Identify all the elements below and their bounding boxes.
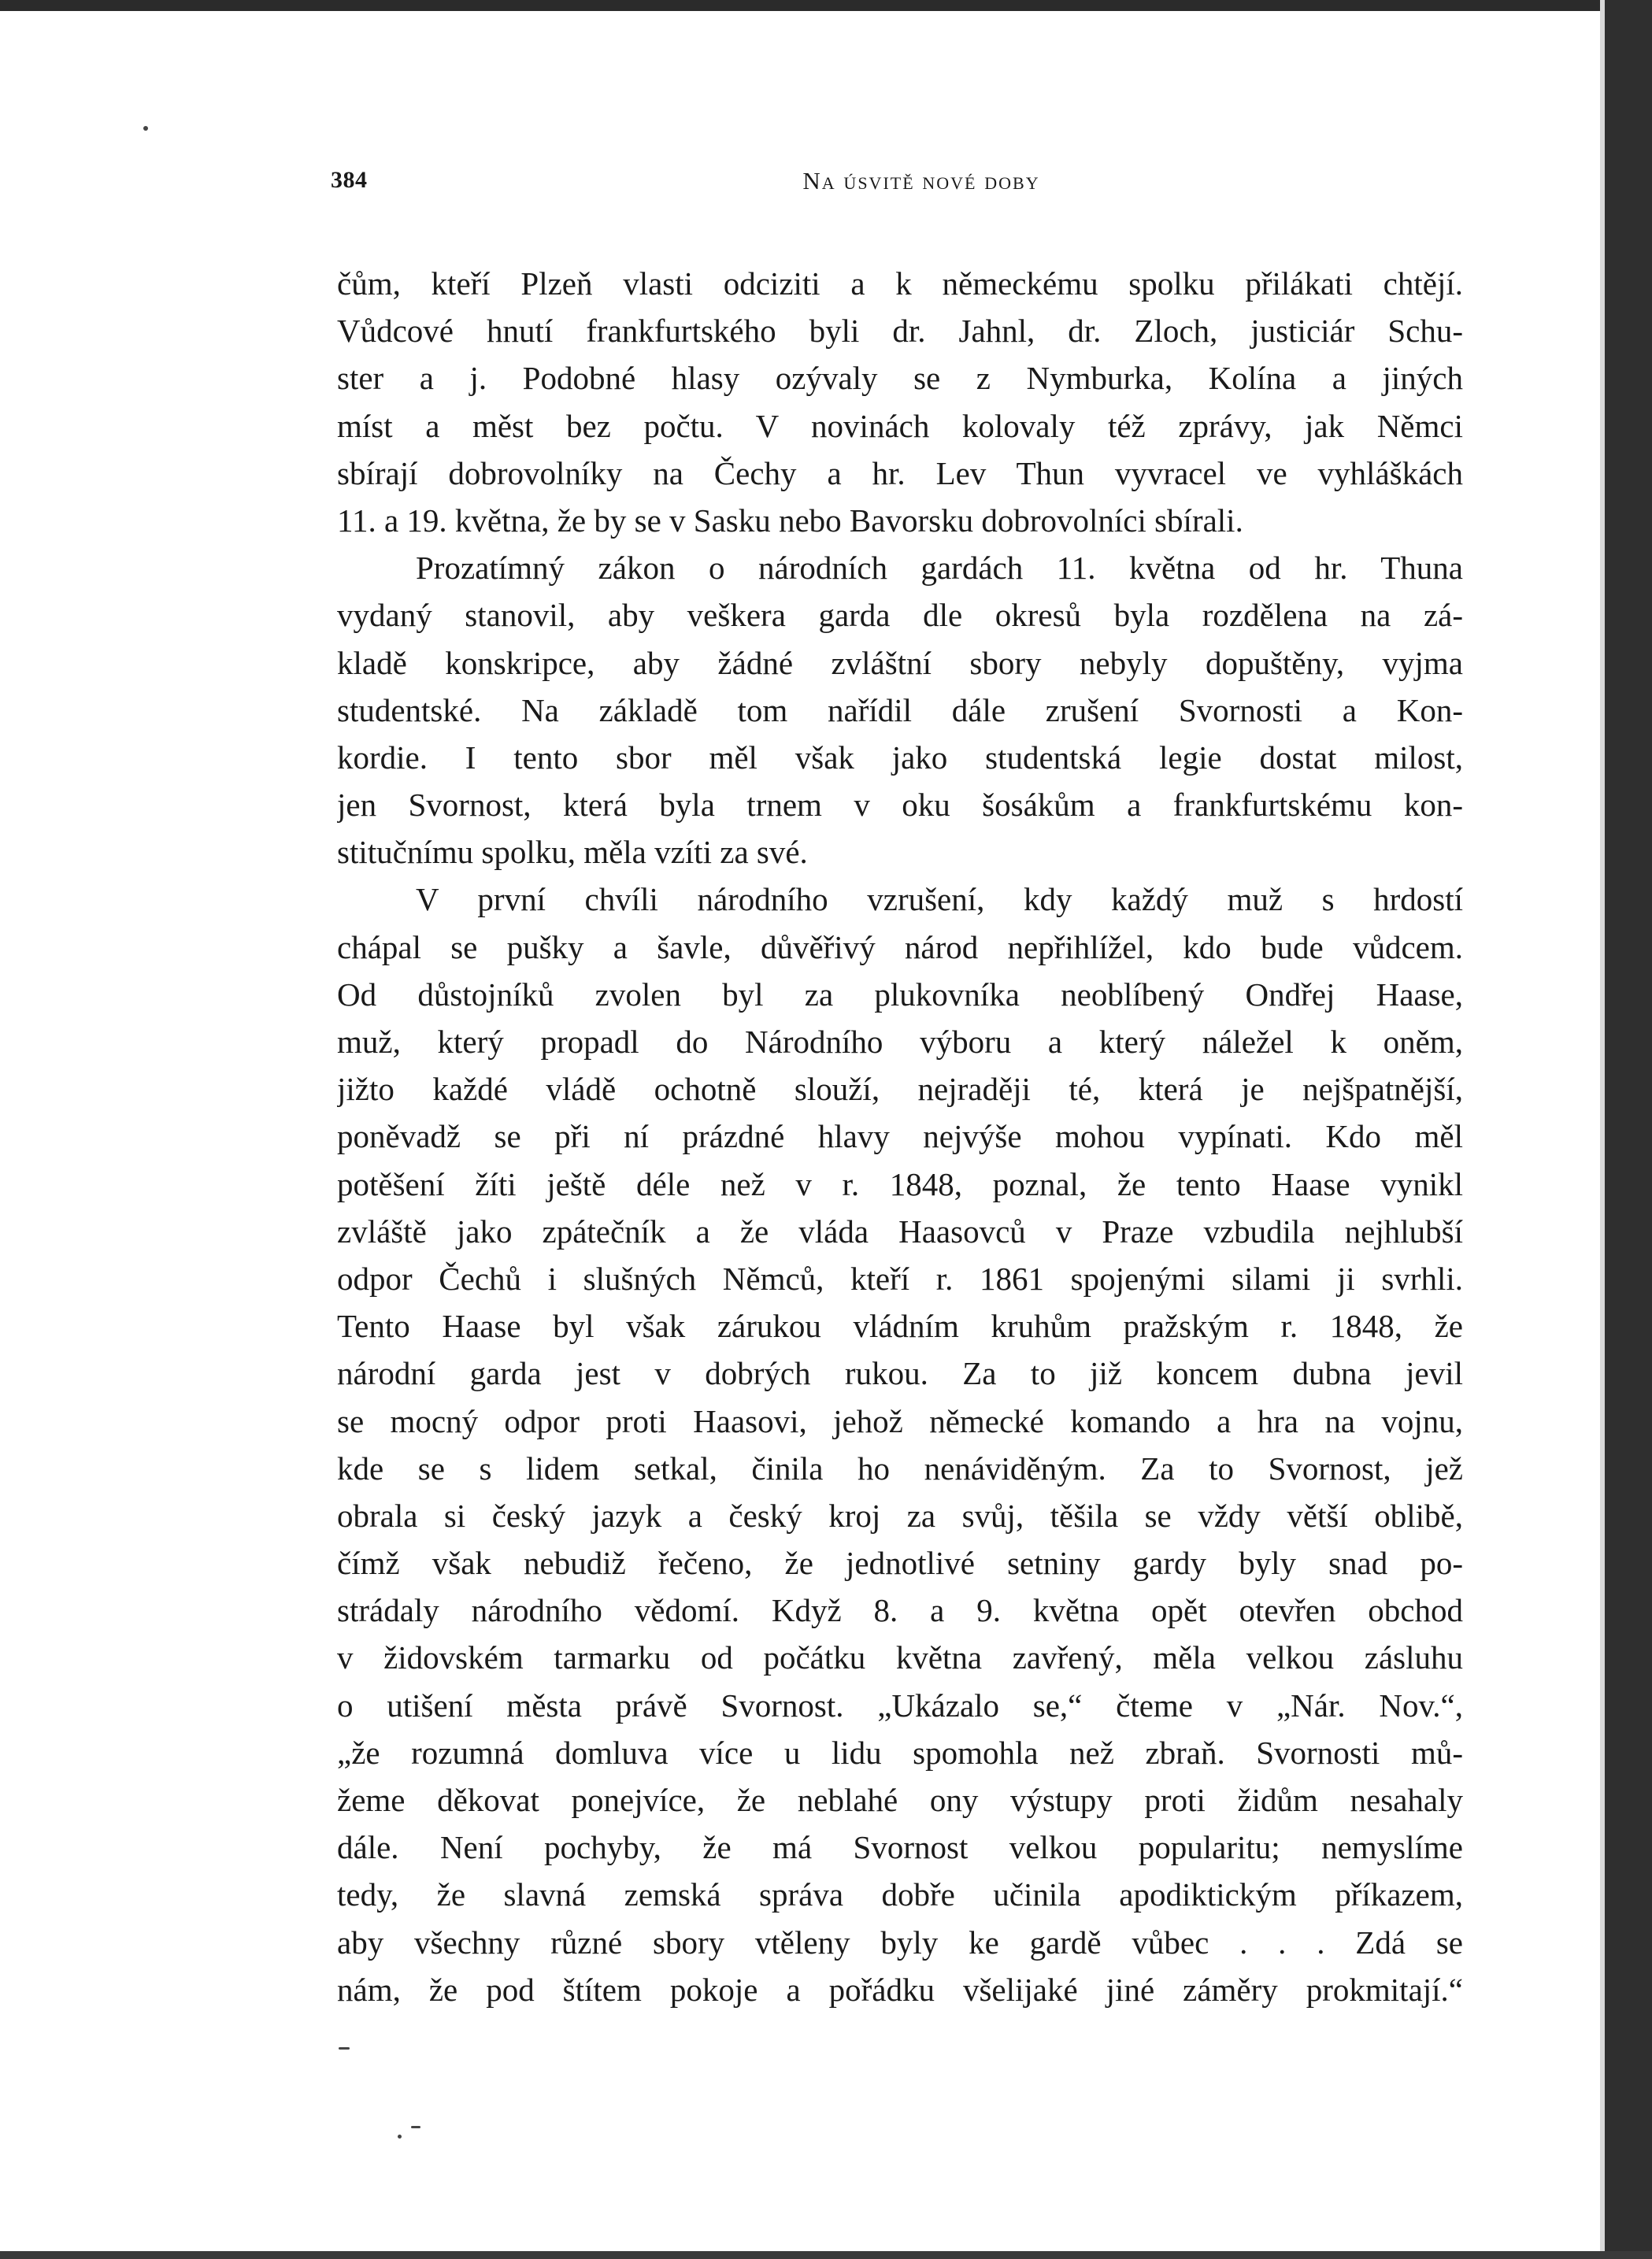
text-line: chápal se pušky a šavle, důvěřivý národ nepřihlížel, kdo bude vůdcem. <box>337 928 1463 965</box>
text-line: Vůdcové hnutí frankfurtského byli dr. Jahnl, dr. Zloch, justiciár Schu- <box>337 313 1463 350</box>
text-line: muž, který propadl do Národního výboru a který náležel k oněm, <box>337 1024 1463 1060</box>
text-line: 11. a 19. května, že by se v Sasku nebo Bavorsku dobrovolníci sbírali. <box>337 502 1243 539</box>
text-line: míst a měst bez počtu. V novinách kolovaly též zprávy, jak Němci <box>337 407 1463 444</box>
scan-speck <box>339 2047 350 2050</box>
text-line: národní garda jest v dobrých rukou. Za to již koncem dubna jevil <box>337 1355 1463 1392</box>
text-line: Tento Haase byl však zárukou vládním kruhům pražským r. 1848, že <box>337 1308 1463 1345</box>
text-line: jen Svornost, která byla trnem v oku šosákům a frankfurtskému kon- <box>337 787 1463 824</box>
text-line: Od důstojníků zvolen byl za plukovníka neoblíbený Ondřej Haase, <box>337 976 1463 1013</box>
text-line: odpor Čechů i slušných Němců, kteří r. 1861 spojenými silami ji svrhli. <box>337 1260 1463 1297</box>
scan-border-right <box>1605 0 1652 2259</box>
text-line: v židovském tarmarku od počátku května zavřený, měla velkou zásluhu <box>337 1639 1463 1676</box>
text-line: V první chvíli národního vzrušení, kdy každý muž s hrdostí <box>416 881 1463 918</box>
scan-speck <box>398 2135 402 2139</box>
text-line: žeme děkovat ponejvíce, že neblahé ony výstupy proti židům nesahaly <box>337 1782 1463 1818</box>
text-line: aby všechny různé sbory vtěleny byly ke gardě vůbec . . . Zdá se <box>337 1924 1463 1961</box>
text-line: vydaný stanovil, aby veškera garda dle okresů byla rozdělena na zá- <box>337 597 1463 634</box>
page-number: 384 <box>331 167 368 193</box>
text-line: poněvadž se při ní prázdné hlavy nejvýše mohou vypínati. Kdo měl <box>337 1118 1463 1155</box>
text-line: strádaly národního vědomí. Když 8. a 9. května opět otevřen obchod <box>337 1592 1463 1629</box>
scan-border-top <box>0 0 1652 11</box>
text-line: nám, že pod štítem pokoje a pořádku všelijaké jiné záměry prokmitají.“ <box>337 1971 1463 2008</box>
text-line: o utišení města právě Svornost. „Ukázalo se,“ čteme v „Nár. Nov.“, <box>337 1687 1463 1724</box>
text-line: kde se s lidem setkal, činila ho nenáviděným. Za to Svornost, jež <box>337 1450 1463 1487</box>
scan-speck <box>143 126 148 131</box>
body-text <box>337 260 1463 2013</box>
text-line: dále. Není pochyby, že má Svornost velkou popularitu; nemyslíme <box>337 1829 1463 1866</box>
scan-speck <box>411 2126 420 2128</box>
text-line: stitučnímu spolku, měla vzíti za své. <box>337 834 808 871</box>
text-line: „že rozumná domluva více u lidu spomohla než zbraň. Svornosti mů- <box>337 1734 1463 1771</box>
text-line: zvláště jako zpátečník a že vláda Haasovců v Praze vzbudila nejhlubší <box>337 1213 1463 1250</box>
text-line: potěšení žíti ještě déle než v r. 1848, poznal, že tento Haase vynikl <box>337 1165 1463 1202</box>
text-line: kordie. I tento sbor měl však jako studentská legie dostat milost, <box>337 739 1463 776</box>
text-line: jižto každé vládě ochotně slouží, nejraději té, která je nejšpatnější, <box>337 1071 1463 1108</box>
text-line: sbírají dobrovolníky na Čechy a hr. Lev Thun vyvracel ve vyhláškách <box>337 454 1463 491</box>
text-line: čům, kteří Plzeň vlasti odciziti a k německému spolku přilákati chtějí. <box>337 265 1463 302</box>
text-line: se mocný odpor proti Haasovi, jehož německé komando a hra na vojnu, <box>337 1402 1463 1439</box>
text-line: ster a j. Podobné hlasy ozývaly se z Nymburka, Kolína a jiných <box>337 360 1463 397</box>
text-line: kladě konskripce, aby žádné zvláštní sbory nebyly dopuštěny, vyjma <box>337 644 1463 681</box>
text-line: studentské. Na základě tom nařídil dále zrušení Svornosti a Kon- <box>337 691 1463 728</box>
text-line: tedy, že slavná zemská správa dobře učinila apodiktickým příkazem, <box>337 1876 1463 1913</box>
text-line: čímž však nebudiž řečeno, že jednotlivé setniny gardy byly snad po- <box>337 1545 1463 1582</box>
text-line: Prozatímný zákon o národních gardách 11. května od hr. Thuna <box>416 550 1463 587</box>
text-line: obrala si český jazyk a český kroj za svůj, těšila se vždy větší oblibě, <box>337 1497 1463 1534</box>
page-header <box>331 167 1457 206</box>
scan-border-bottom <box>0 2251 1652 2259</box>
running-head: Na úsvitě nové doby <box>802 167 1040 194</box>
